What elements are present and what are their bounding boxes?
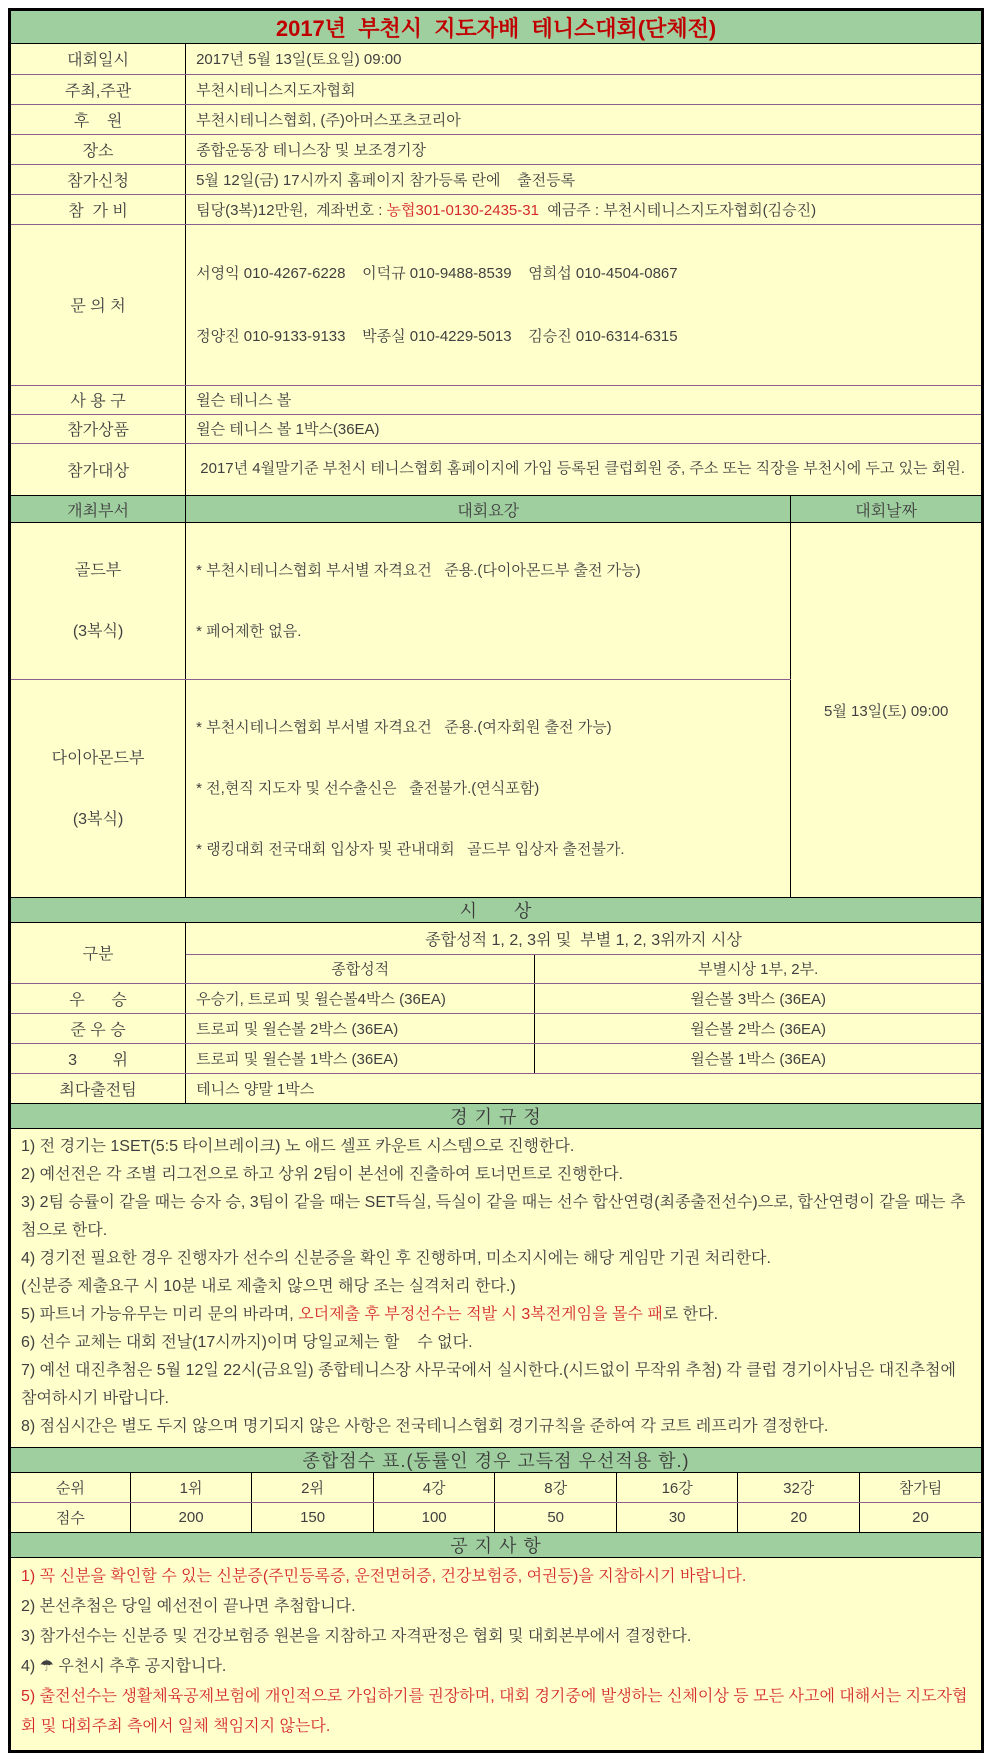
award-rank: 우 승 (11, 983, 186, 1013)
row-value: 부천시테니스지도자협회 (186, 74, 981, 104)
info-table (11, 44, 981, 495)
rules-block (11, 1129, 981, 1447)
table-row (11, 414, 981, 443)
division-name-diamond (11, 680, 186, 898)
division-type-line: (3복식) (72, 810, 124, 828)
rule-item: (신분증 제출요구 시 10분 내로 제출치 않으면 해당 조는 실격처리 한다.) (21, 1278, 516, 1295)
score-col-header: 4강 (373, 1473, 495, 1502)
score-col-header: 2위 (252, 1473, 374, 1502)
row-label: 사 용 구 (11, 385, 186, 414)
awards-row-most-entries (11, 1073, 981, 1103)
score-value: 20 (859, 1502, 981, 1532)
row-label: 장소 (11, 134, 186, 164)
fee-value (186, 194, 981, 224)
score-value: 200 (130, 1502, 252, 1532)
division-name-gold (11, 523, 186, 680)
awards-col-division: 부별시상 1부, 2부. (535, 954, 981, 983)
notices-block (11, 1558, 981, 1750)
score-col-header: 16강 (616, 1473, 738, 1502)
notice-item: 3) 참가선수는 신분증 및 건강보험증 원본을 지참하고 자격판정은 협회 및 대회본부에서 결정한다. (21, 1628, 692, 1645)
contact-line-2: 정양진 010-9133-9133 박종실 010-4229-5013 김승진 010-6314-6315 (196, 327, 678, 345)
row-value: 종합운동장 테니스장 및 보조경기장 (186, 134, 981, 164)
rule-item: 4) 경기전 필요한 경우 진행자가 선수의 신분증을 확인 후 진행하며, 미소지시에는 해당 게임만 기권 처리한다. (21, 1250, 771, 1267)
row-value: 윌슨 테니스 볼 (186, 385, 981, 414)
fee-account-number: 농협301-0130-2435-31 (386, 201, 539, 219)
col-header-overview: 대회요강 (186, 496, 791, 523)
fee-post: 예금주 : 부천시테니스지도자협회(김승진) (538, 201, 817, 219)
division-row-gold (11, 523, 981, 680)
col-header-dept: 개최부서 (11, 496, 186, 523)
awards-row-runnerup (11, 1013, 981, 1043)
row-label: 참 가 비 (11, 194, 186, 224)
table-row (11, 74, 981, 104)
score-value: 20 (738, 1502, 860, 1532)
row-label: 참가신청 (11, 164, 186, 194)
division-type-line: (3복식) (72, 623, 124, 640)
row-label: 후 원 (11, 104, 186, 134)
notice-item: 2) 본선추첨은 당일 예선전이 끝나면 추첨합니다. (21, 1598, 356, 1615)
score-value: 100 (373, 1502, 495, 1532)
rule5-warning: 오더제출 후 부정선수는 적발 시 3복전게임을 몰수 패 (298, 1306, 663, 1323)
fee-pre: 팀당(3복)12만원, 계좌번호 : (196, 201, 387, 219)
awards-row-third (11, 1043, 981, 1073)
rule-item: 7) 예선 대진추첨은 5월 12일 22시(금요일) 종합테니스장 사무국에서 실시한다.(시드없이 무작위 추첨) 각 클럽 경기이사님은 대진추첨에 참여하시기 바랍니다. (21, 1362, 961, 1407)
division-overview-gold (186, 523, 791, 680)
divisions-header-row (11, 496, 981, 523)
table-row (11, 134, 981, 164)
notice-item: 1) 꼭 신분을 확인할 수 있는 신분증(주민등록증, 운전면허증, 건강보험증, 여권등)을 지참하시기 바랍니다. (21, 1568, 747, 1585)
score-col-header: 참가팀 (859, 1473, 981, 1502)
score-header-row (11, 1473, 981, 1502)
award-overall: 트로피 및 윌슨볼 1박스 (36EA) (186, 1043, 535, 1073)
overview-item: * 전,현직 지도자 및 선수출신은 출전불가.(연식포함) (196, 780, 540, 797)
awards-summary-row (11, 923, 981, 954)
award-division: 윌슨볼 3박스 (36EA) (535, 983, 981, 1013)
section-header-rules: 경 기 규 정 (11, 1103, 981, 1129)
row-value: 2017년 5월 13일(토요일) 09:00 (186, 44, 981, 74)
section-header-awards: 시 상 (11, 897, 981, 923)
rule-item-5 (21, 1301, 971, 1329)
notice-item: 5) 출전선수는 생활체육공제보험에 개인적으로 가입하기를 권장하며, 대회 경기중에 발생하는 신체이상 등 모든 사고에 대해서는 지도자협회 및 대회주최 측에서 일체 책임지지 않는다. (21, 1688, 968, 1735)
row-label: 참가상품 (11, 414, 186, 443)
row-label: 문 의 처 (11, 224, 186, 385)
col-header-date: 대회날짜 (791, 496, 981, 523)
table-row (11, 385, 981, 414)
award-overall: 트로피 및 윌슨볼 2박스 (36EA) (186, 1013, 535, 1043)
award-overall: 우승기, 트로피 및 윌슨볼4박스 (36EA) (186, 983, 535, 1013)
row-value: 부천시테니스협회, (주)아머스포츠코리아 (186, 104, 981, 134)
contact-line-1: 서영익 010-4267-6228 이덕규 010-9488-8539 염희섭 010-4504-0867 (196, 264, 678, 282)
score-value: 30 (616, 1502, 738, 1532)
row-value: 윌슨 테니스 볼 1박스(36EA) (186, 414, 981, 443)
rule-item: 2) 예선전은 각 조별 리그전으로 하고 상위 2팀이 본선에 진출하여 토너먼트로 진행한다. (21, 1166, 623, 1183)
overview-item: * 부천시테니스협회 부서별 자격요건 준용.(여자회원 출전 가능) (196, 719, 612, 736)
table-row-fee (11, 194, 981, 224)
rule5-pre: 5) 파트너 가능유무는 미리 문의 바라며, (21, 1306, 299, 1323)
score-col-header: 32강 (738, 1473, 860, 1502)
awards-row-winner (11, 983, 981, 1013)
table-row-eligibility (11, 443, 981, 495)
table-row-contact (11, 224, 981, 385)
award-rank: 3 위 (11, 1043, 186, 1073)
table-row (11, 44, 981, 74)
score-table (11, 1473, 981, 1532)
awards-col-overall: 종합성적 (186, 954, 535, 983)
award-division: 윌슨볼 1박스 (36EA) (535, 1043, 981, 1073)
award-division: 윌슨볼 2박스 (36EA) (535, 1013, 981, 1043)
division-overview-diamond (186, 680, 791, 898)
score-value: 50 (495, 1502, 617, 1532)
overview-item: * 부천시테니스협회 부서별 자격요건 준용.(다이아몬드부 출전 가능) (196, 562, 641, 579)
tournament-notice-sheet (8, 8, 984, 1753)
rule-item: 1) 전 경기는 1SET(5:5 타이브레이크) 노 애드 셀프 카운트 시스템으로 진행한다. (21, 1138, 575, 1155)
score-col-header: 1위 (130, 1473, 252, 1502)
row-value: 2017년 4월말기준 부천시 테니스협회 홈페이지에 가입 등록된 클럽회원 중, 주소 또는 직장을 부천시에 두고 있는 회원. (186, 443, 981, 495)
score-values-row (11, 1502, 981, 1532)
contact-value (186, 224, 981, 385)
overview-item: * 페어제한 없음. (196, 623, 302, 640)
division-name-line: 다이아몬드부 (51, 749, 145, 767)
score-value: 150 (252, 1502, 374, 1532)
score-col-header: 8강 (495, 1473, 617, 1502)
section-header-notices: 공 지 사 항 (11, 1532, 981, 1558)
section-header-score: 종합점수 표.(동률인 경우 고득점 우선적용 함.) (11, 1447, 981, 1473)
row-label: 대회일시 (11, 44, 186, 74)
awards-gubun-cell: 구분 (11, 923, 186, 983)
divisions-table (11, 495, 981, 897)
awards-table (11, 923, 981, 1103)
row-label: 주최,주관 (11, 74, 186, 104)
tournament-date-cell: 5월 13일(토) 09:00 (791, 523, 981, 898)
rule5-post: 로 한다. (662, 1306, 719, 1323)
score-col-header: 순위 (11, 1473, 130, 1502)
award-rank: 준 우 승 (11, 1013, 186, 1043)
notice-item-rain: 4) ☂ 우천시 추후 공지합니다. (21, 1658, 227, 1675)
rule-item: 3) 2팀 승률이 같을 때는 승자 승, 3팀이 같을 때는 SET득실, 득실이 같을 때는 선수 합산연령(최종출전선수)으로, 합산연령이 같을 때는 추첨으로 한다. (21, 1194, 966, 1239)
table-row (11, 104, 981, 134)
row-value: 5월 12일(금) 17시까지 홈페이지 참가등록 란에 출전등록 (186, 164, 981, 194)
awards-summary-cell: 종합성적 1, 2, 3위 및 부별 1, 2, 3위까지 시상 (186, 923, 981, 954)
page-title: 2017년 부천시 지도자배 테니스대회(단체전) (11, 11, 981, 44)
score-row-label: 점수 (11, 1502, 130, 1532)
division-name-line: 골드부 (74, 562, 122, 579)
overview-item: * 랭킹대회 전국대회 입상자 및 관내대회 골드부 입상자 출전불가. (196, 841, 625, 858)
rule-item: 6) 선수 교체는 대회 전날(17시까지)이며 당일교체는 할 수 없다. (21, 1334, 473, 1351)
award-rank: 최다출전팀 (11, 1073, 186, 1103)
rule-item: 8) 점심시간은 별도 두지 않으며 명기되지 않은 사항은 전국테니스협회 경기규칙을 준하여 각 코트 레프리가 결정한다. (21, 1418, 829, 1435)
award-most-value: 테니스 양말 1박스 (186, 1073, 981, 1103)
row-label: 참가대상 (11, 443, 186, 495)
table-row (11, 164, 981, 194)
